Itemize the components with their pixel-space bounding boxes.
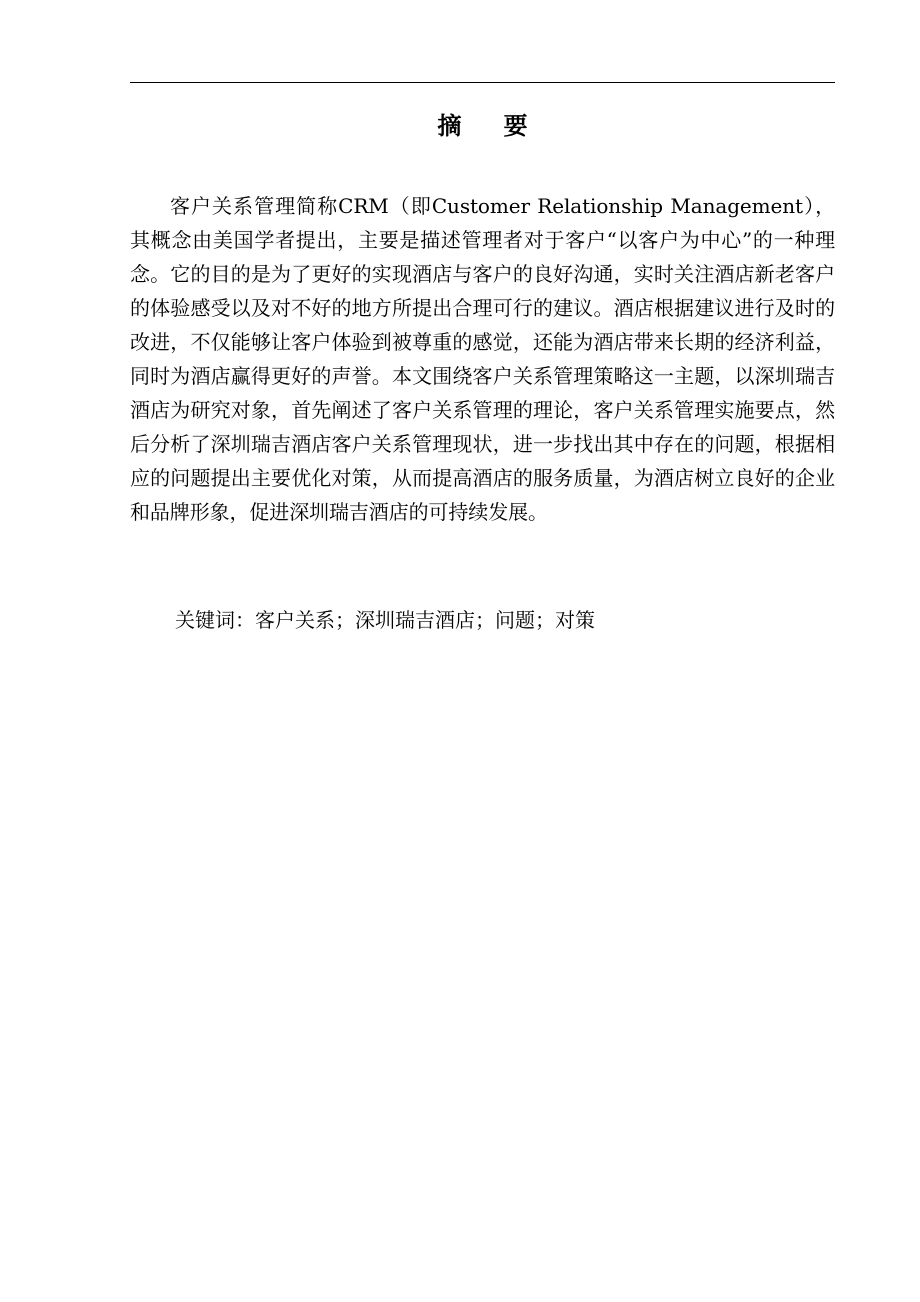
- page-title: 摘要: [437, 112, 570, 140]
- keywords-line: 关键词：客户关系；深圳瑞吉酒店；问题；对策: [175, 608, 595, 632]
- header-rule: [130, 82, 835, 83]
- abstract-paragraph: 客户关系管理简称CRM（即Customer Relationship Management），其概念由美国学者提出，主要是描述管理者对于客户“以客户为中心”的一种理念。它的目的是为了更好的实现酒店与客户的良好沟通，实时关注酒店新老客户的体验感受以及对不好的地方所提出合理可行的建议。酒店根据建议进行及时的改进，不仅能够让客户体验到被尊重的感觉，还能为酒店带来长期的经济利益，同时为酒店赢得更好的声誉。本文围绕客户关系管理策略这一主题，以深圳瑞吉酒店为研究对象，首先阐述了客户关系管理的理论，客户关系管理实施要点，然后分析了深圳瑞吉酒店客户关系管理现状，进一步找出其中存在的问题，根据相应的问题提出主要优化对策，从而提高酒店的服务质量，为酒店树立良好的企业和品牌形象，促进深圳瑞吉酒店的可持续发展。: [130, 194, 835, 524]
